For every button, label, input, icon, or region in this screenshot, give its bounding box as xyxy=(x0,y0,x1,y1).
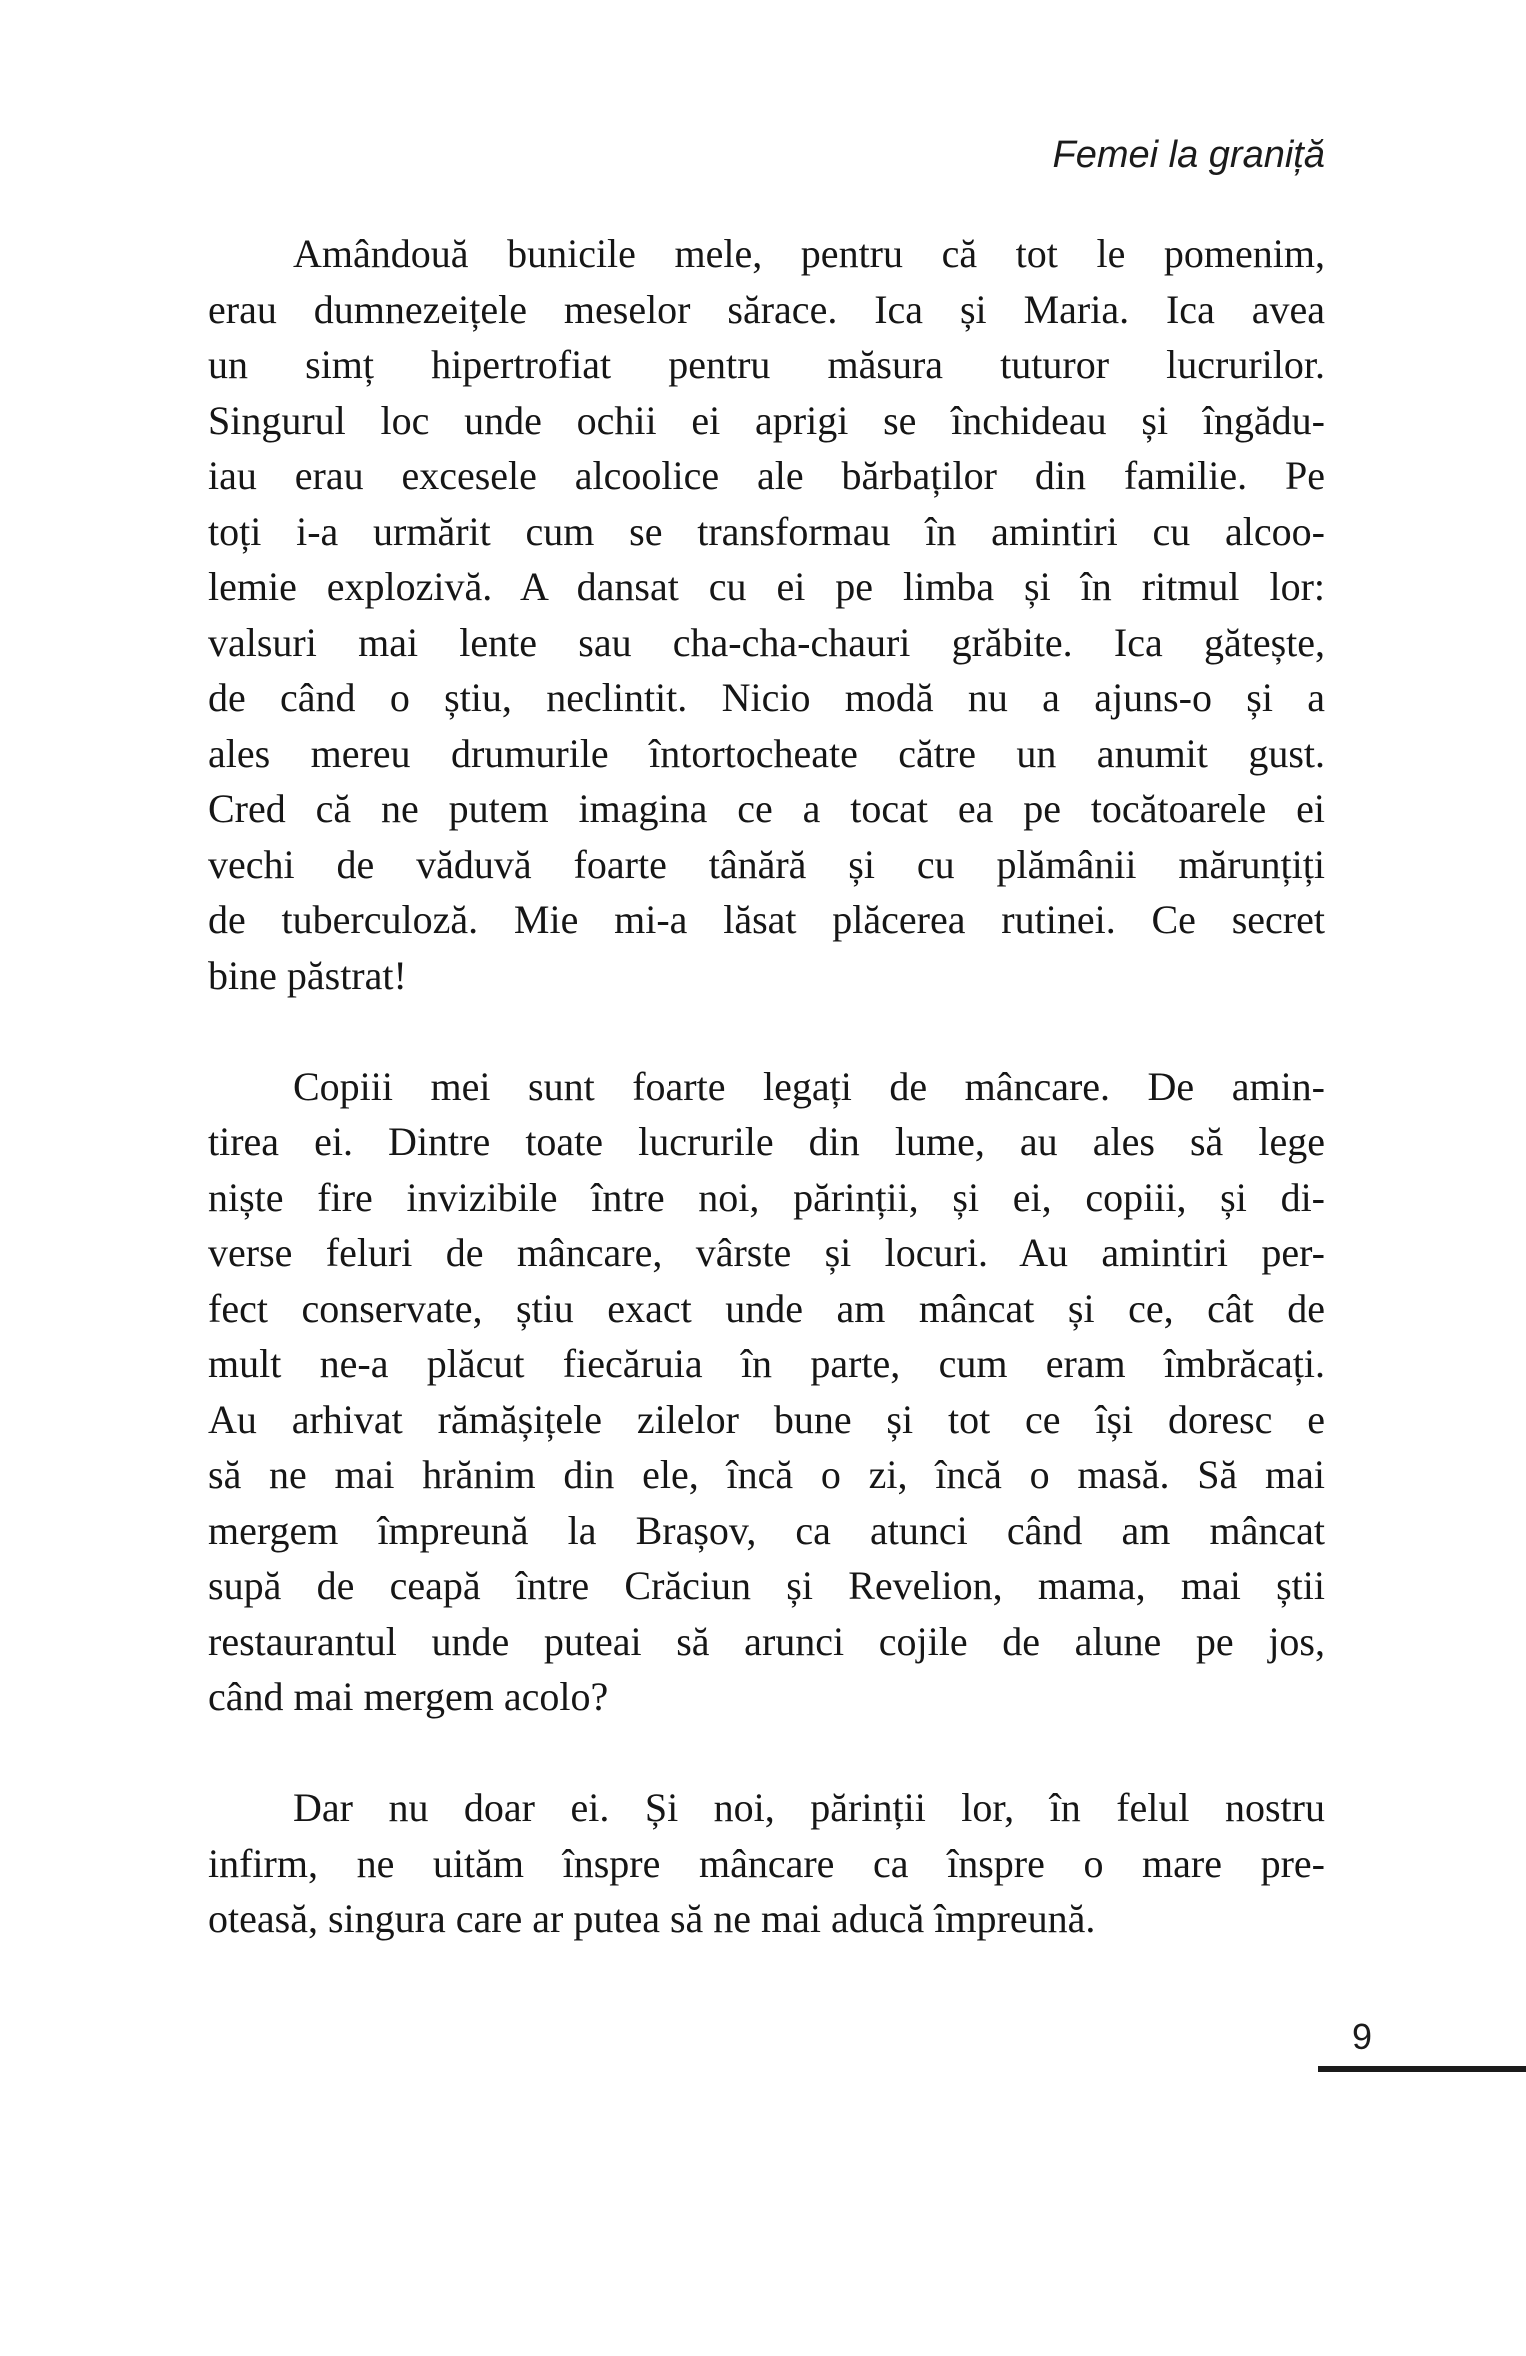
text-line: Cred că ne putem imagina ce a tocat ea pe tocătoarele ei xyxy=(208,786,1325,831)
text-line: Singurul loc unde ochii ei aprigi se închideau și îngădu- xyxy=(208,397,1325,443)
text-line: Au arhivat rămășițele zilelor bune și tot ce își doresc e xyxy=(208,1396,1325,1442)
text-line: verse feluri de mâncare, vârste și locuri. Au amintiri per- xyxy=(208,1230,1325,1275)
text-line: de când o știu, neclintit. Nicio modă nu a ajuns-o și a xyxy=(208,675,1325,720)
page-number: 9 xyxy=(1352,2016,1373,2057)
text-line: când mai mergem acolo? xyxy=(208,1674,609,1719)
paragraph xyxy=(208,226,1325,1003)
footer-rule xyxy=(1318,2066,1526,2072)
text-line: toți i-a urmărit cum se transformau în amintiri cu alcoo- xyxy=(208,508,1325,554)
text-line: supă de ceapă între Crăciun și Revelion, mama, mai știi xyxy=(208,1563,1325,1608)
text-line: bine păstrat! xyxy=(208,952,407,998)
text-line: niște fire invizibile între noi, părinții, și ei, copiii, și di- xyxy=(208,1174,1325,1220)
text-line: de tuberculoză. Mie mi-a lăsat plăcerea rutinei. Ce secret xyxy=(208,897,1325,942)
text-line: Dar nu doar ei. Și noi, părinții lor, în felul nostru xyxy=(293,1785,1325,1830)
text-line: erau dumnezeițele meselor sărace. Ica și Maria. Ica avea xyxy=(208,286,1325,332)
body-text xyxy=(208,226,1325,1947)
text-line: Amândouă bunicile mele, pentru că tot le pomenim, xyxy=(293,231,1325,276)
text-line: fect conservate, știu exact unde am mâncat și ce, cât de xyxy=(208,1285,1325,1331)
text-line: tirea ei. Dintre toate lucrurile din lume, au ales să lege xyxy=(208,1119,1325,1164)
text-line: lemie explozivă. A dansat cu ei pe limba și în ritmul lor: xyxy=(208,564,1325,609)
text-line: un simț hipertrofiat pentru măsura tuturor lucrurilor. xyxy=(208,342,1325,387)
text-line: ales mereu drumurile întortocheate către un anumit gust. xyxy=(208,730,1325,776)
running-header: Femei la graniță xyxy=(1052,134,1325,176)
text-line: Copiii mei sunt foarte legați de mâncare. De amin- xyxy=(293,1063,1325,1109)
text-line: infirm, ne uităm înspre mâncare ca înspre o mare pre- xyxy=(208,1840,1325,1886)
text-line: valsuri mai lente sau cha-cha-chauri grăbite. Ica gătește, xyxy=(208,619,1325,665)
paragraph xyxy=(208,1780,1325,1947)
text-line: să ne mai hrănim din ele, încă o zi, încă o masă. Să mai xyxy=(208,1452,1325,1497)
text-line: oteasă, singura care ar putea să ne mai aducă împreună. xyxy=(208,1896,1096,1941)
text-line: mergem împreună la Brașov, ca atunci când am mâncat xyxy=(208,1507,1325,1553)
text-line: restaurantul unde puteai să arunci cojile de alune pe jos, xyxy=(208,1618,1325,1664)
paragraph xyxy=(208,1059,1325,1725)
text-line: mult ne-a plăcut fiecăruia în parte, cum eram îmbrăcați. xyxy=(208,1341,1325,1386)
text-line: iau erau excesele alcoolice ale bărbaților din familie. Pe xyxy=(208,453,1325,498)
text-line: vechi de văduvă foarte tânără și cu plămânii mărunțiți xyxy=(208,841,1325,887)
